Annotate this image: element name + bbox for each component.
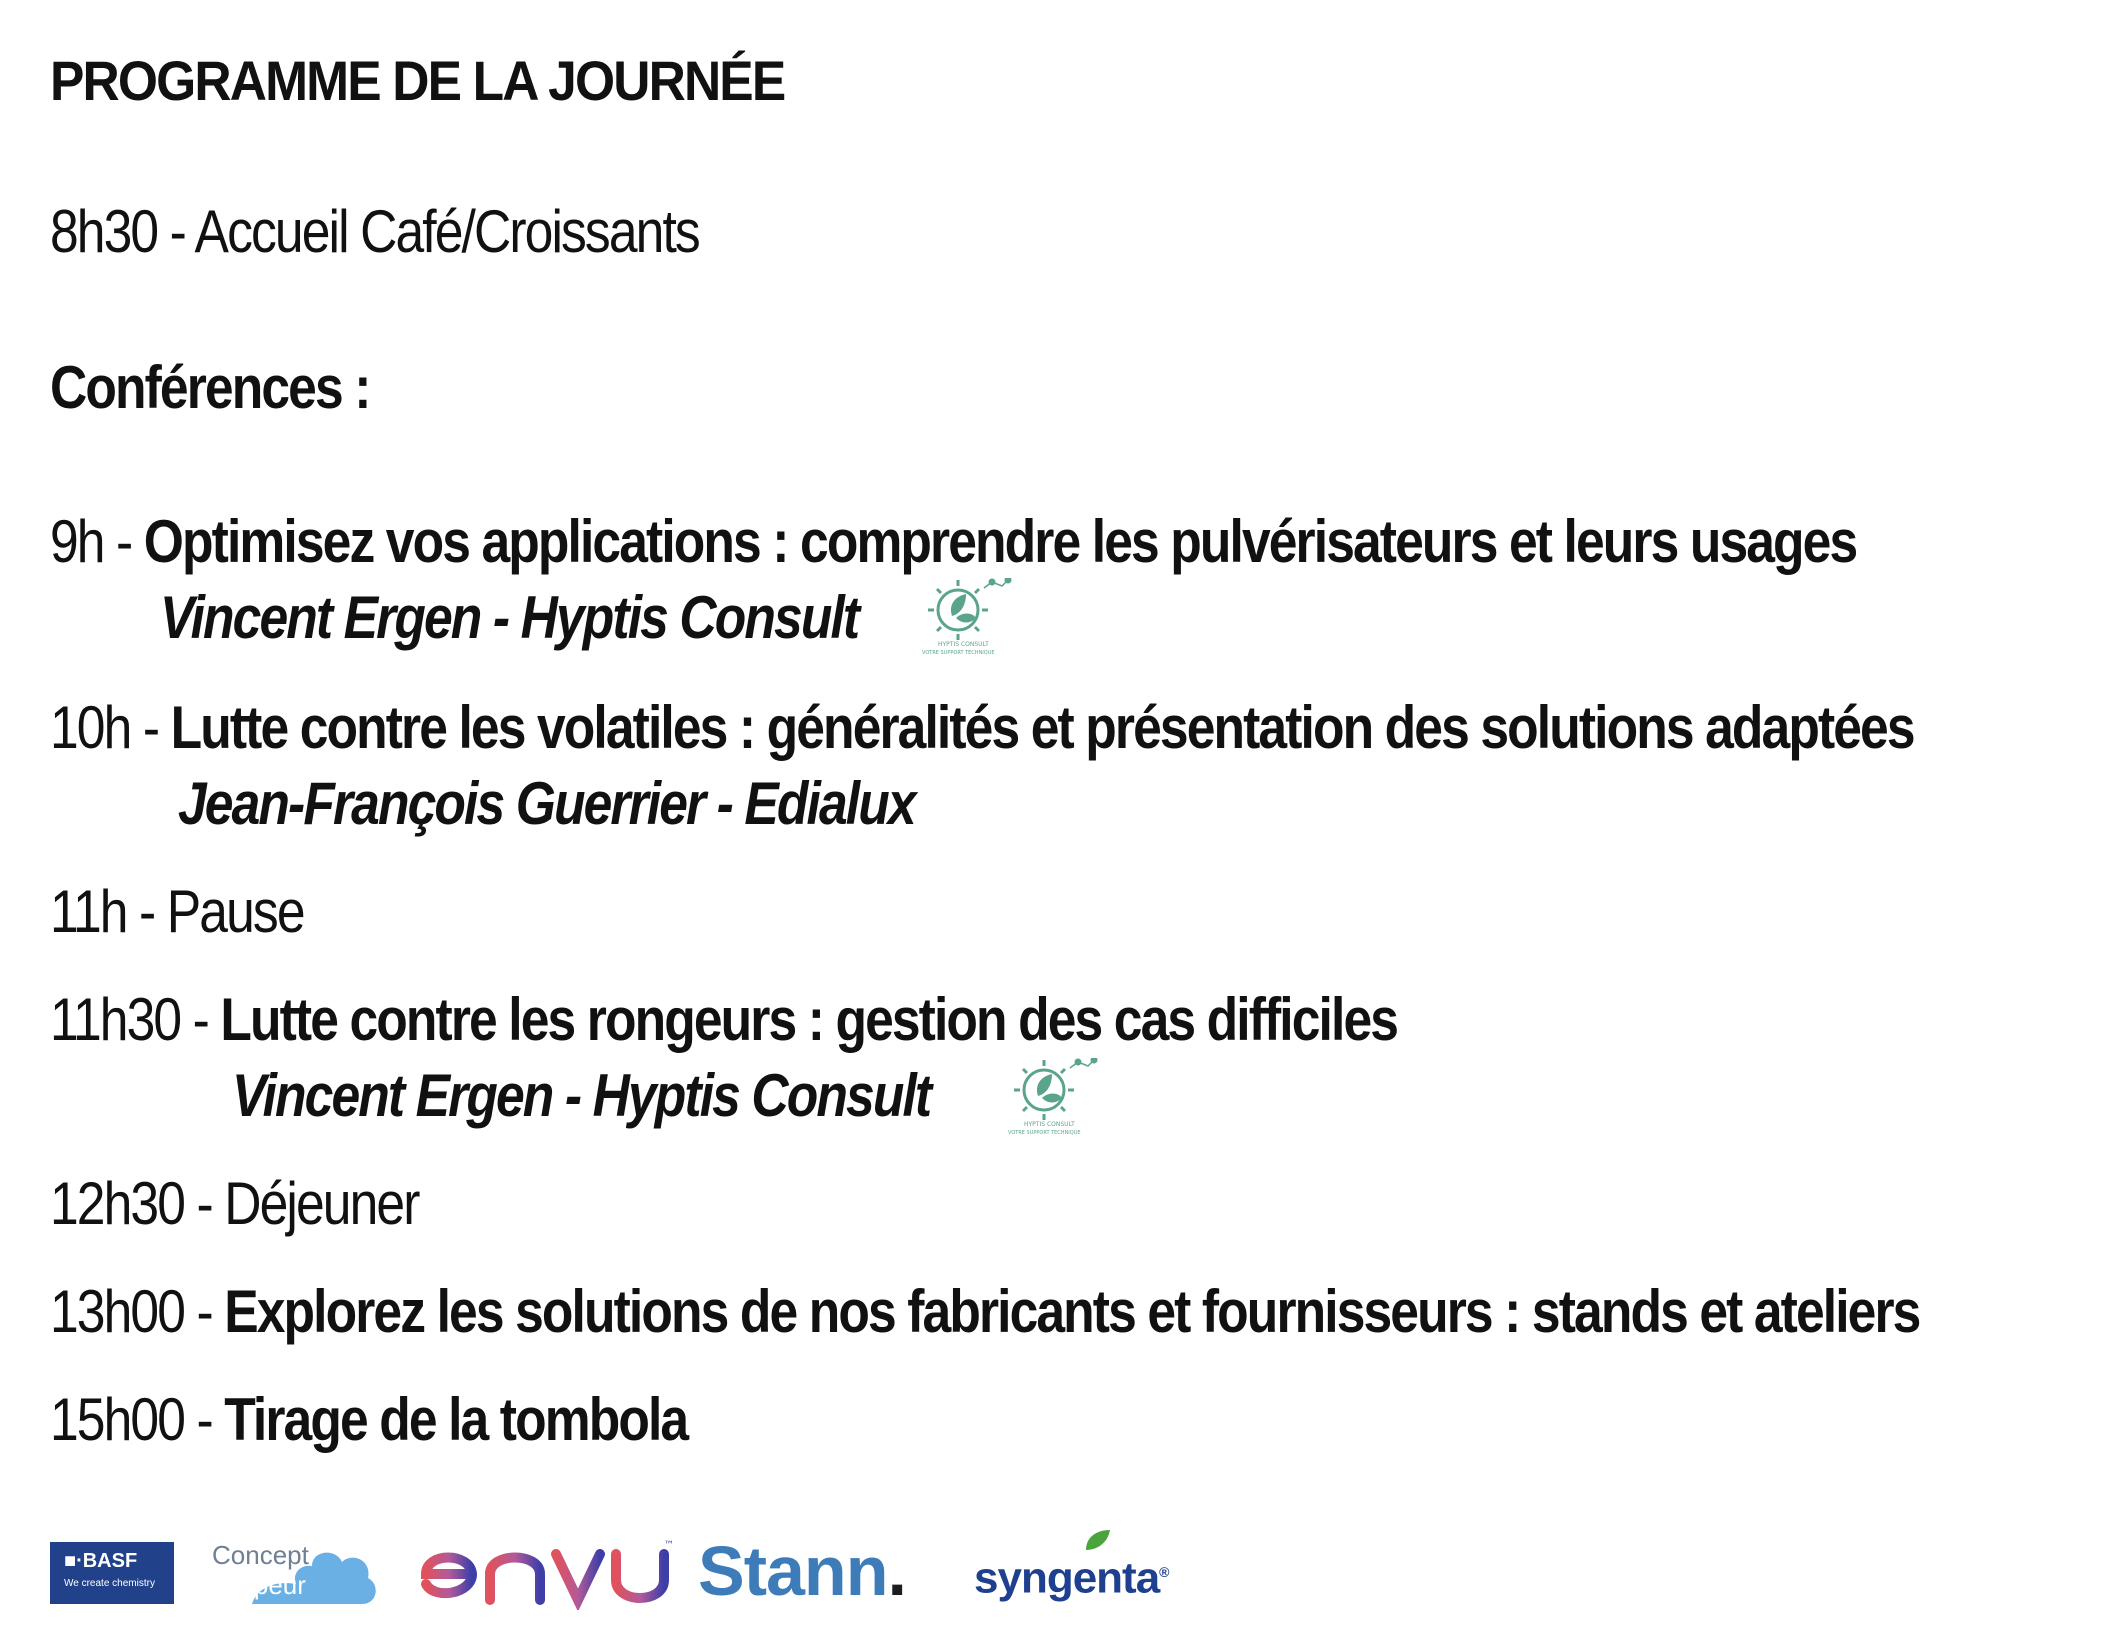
envu-tm: ™ (664, 1540, 674, 1551)
item-speaker: Vincent Ergen - Hyptis Consult (160, 584, 859, 651)
basf-logo (50, 1542, 174, 1604)
item-time: 10h - (50, 694, 171, 761)
leaf-icon (1082, 1528, 1112, 1552)
concept-text: Concept (212, 1540, 309, 1570)
item-time: 11h - (50, 878, 167, 945)
hyptis-gear-leaf-icon (918, 578, 1014, 656)
hyptis-gear-leaf-icon (1004, 1058, 1100, 1136)
svg-text:VOTRE SUPPORT TECHNIQUE: VOTRE SUPPORT TECHNIQUE (922, 650, 995, 656)
item-title: Lutte contre les rongeurs : gestion des cas difficiles (220, 986, 1398, 1053)
svg-text:HYPTIS CONSULT: HYPTIS CONSULT (1024, 1121, 1075, 1128)
envu-logo (414, 1530, 674, 1610)
item-title: Explorez les solutions de nos fabricants et fournisseurs : stands et ateliers (224, 1278, 1920, 1345)
stann-logo (698, 1534, 906, 1608)
schedule-item-10h (50, 692, 1914, 764)
item-time: 15h00 - (50, 1386, 225, 1453)
schedule-item-9h (50, 506, 1856, 578)
page-title: PROGRAMME DE LA JOURNÉE (50, 49, 785, 112)
concept-vapeur-logo (212, 1534, 382, 1608)
schedule-item-11h30 (50, 984, 1397, 1056)
sponsor-logos (50, 1530, 1250, 1610)
stann-dot: . (887, 1532, 906, 1610)
schedule-item-15h00 (50, 1384, 687, 1456)
item-title: Lutte contre les volatiles : généralités et présentation des solutions adaptées (170, 694, 1914, 761)
conferences-heading: Conférences : (50, 354, 370, 421)
item-title: Déjeuner (224, 1170, 419, 1237)
item-speaker: Jean-François Guerrier - Edialux (178, 770, 915, 837)
syngenta-name: syngenta (974, 1553, 1160, 1603)
svg-text:VOTRE SUPPORT TECHNIQUE: VOTRE SUPPORT TECHNIQUE (1008, 1130, 1081, 1136)
item-speaker: Vincent Ergen - Hyptis Consult (232, 1062, 931, 1129)
welcome-text: Accueil Café/Croissants (194, 198, 699, 265)
item-title: Optimisez vos applications : comprendre les pulvérisateurs et leurs usages (143, 508, 1857, 575)
svg-text:HYPTIS CONSULT: HYPTIS CONSULT (938, 641, 989, 648)
item-time: 9h - (50, 508, 144, 575)
item-time: 11h30 - (50, 986, 221, 1053)
stann-name: Stann (698, 1532, 888, 1610)
schedule-item-12h30 (50, 1168, 418, 1240)
item-title: Pause (166, 878, 304, 945)
syngenta-reg: ® (1159, 1564, 1169, 1580)
basf-tagline: We create chemistry (64, 1578, 155, 1589)
item-time: 13h00 - (50, 1278, 225, 1345)
item-title: Tirage de la tombola (224, 1386, 688, 1453)
welcome-line (50, 196, 699, 268)
item-time: 12h30 - (50, 1170, 225, 1237)
schedule-item-13h00 (50, 1276, 1919, 1348)
basf-name: ■·BASF (64, 1550, 138, 1572)
welcome-time: 8h30 - (50, 198, 195, 265)
syngenta-logo (974, 1542, 1169, 1609)
vapeur-text: Vapeur (224, 1570, 306, 1600)
schedule-item-11h (50, 876, 304, 948)
